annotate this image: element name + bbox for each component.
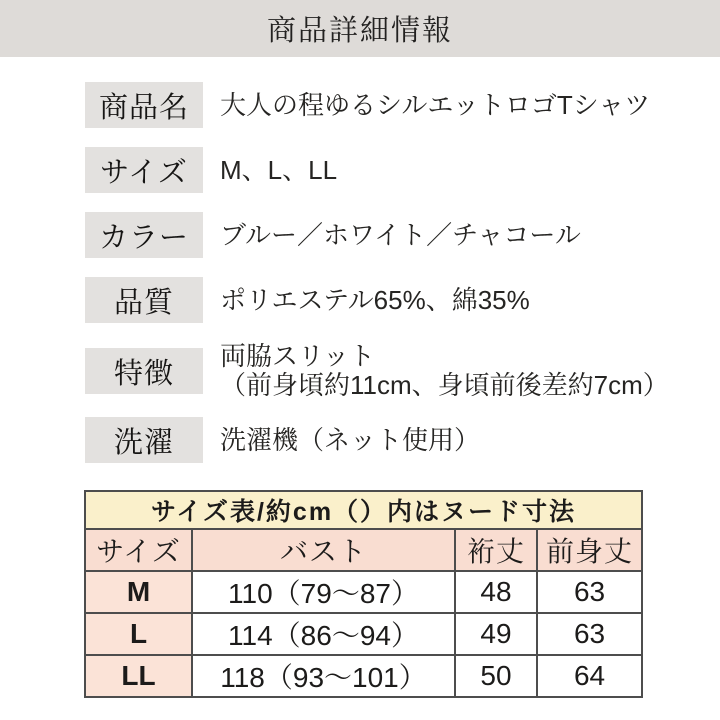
cell-front-length-ll: 64 xyxy=(537,655,642,697)
spec-value-quality: ポリエステル65%、綿35% xyxy=(220,284,530,315)
spec-value-features xyxy=(220,342,669,400)
table-row-l xyxy=(85,613,642,655)
size-table-title: サイズ表/約cm（）内はヌード寸法 xyxy=(85,491,642,529)
spec-row-color xyxy=(85,212,720,258)
cell-size-ll: LL xyxy=(85,655,192,697)
cell-front-length-m: 63 xyxy=(537,571,642,613)
spec-list xyxy=(0,57,720,463)
spec-value-color: ブルー／ホワイト／チャコール xyxy=(220,219,581,250)
cell-size-l: L xyxy=(85,613,192,655)
feature-line-2: （前身頃約11cm、身頃前後差約7cm） xyxy=(220,370,669,401)
spec-row-quality xyxy=(85,277,720,323)
spec-label-size: サイズ xyxy=(85,147,203,193)
column-header-bust: バスト xyxy=(192,529,455,571)
spec-row-features xyxy=(85,342,720,400)
size-table-title-row xyxy=(85,491,642,529)
spec-value-product-name: 大人の程ゆるシルエットロゴTシャツ xyxy=(220,89,651,120)
spec-row-size xyxy=(85,147,720,193)
cell-bust-ll: 118（93～101） xyxy=(192,655,455,697)
spec-label-features: 特徴 xyxy=(85,348,203,394)
size-table-header-row xyxy=(85,529,642,571)
spec-row-washing xyxy=(85,417,720,463)
spec-value-size: M、L、LL xyxy=(220,154,338,185)
cell-bust-m: 110（79～87） xyxy=(192,571,455,613)
cell-size-m: M xyxy=(85,571,192,613)
page-header xyxy=(0,0,720,57)
spec-label-washing: 洗濯 xyxy=(85,417,203,463)
spec-label-quality: 品質 xyxy=(85,277,203,323)
page-title: 商品詳細情報 xyxy=(266,15,453,47)
feature-line-1: 両脇スリット xyxy=(220,341,375,371)
column-header-sleeve: 裄丈 xyxy=(455,529,537,571)
spec-label-product-name: 商品名 xyxy=(85,82,203,128)
column-header-size: サイズ xyxy=(85,529,192,571)
cell-bust-l: 114（86～94） xyxy=(192,613,455,655)
cell-sleeve-m: 48 xyxy=(455,571,537,613)
column-header-front-length: 前身丈 xyxy=(537,529,642,571)
spec-row-product-name xyxy=(85,82,720,128)
spec-label-color: カラー xyxy=(85,212,203,258)
spec-value-washing: 洗濯機（ネット使用） xyxy=(220,424,481,455)
size-table xyxy=(84,490,643,698)
cell-sleeve-l: 49 xyxy=(455,613,537,655)
table-row-m xyxy=(85,571,642,613)
cell-front-length-l: 63 xyxy=(537,613,642,655)
table-row-ll xyxy=(85,655,642,697)
cell-sleeve-ll: 50 xyxy=(455,655,537,697)
size-table-section xyxy=(84,490,720,698)
